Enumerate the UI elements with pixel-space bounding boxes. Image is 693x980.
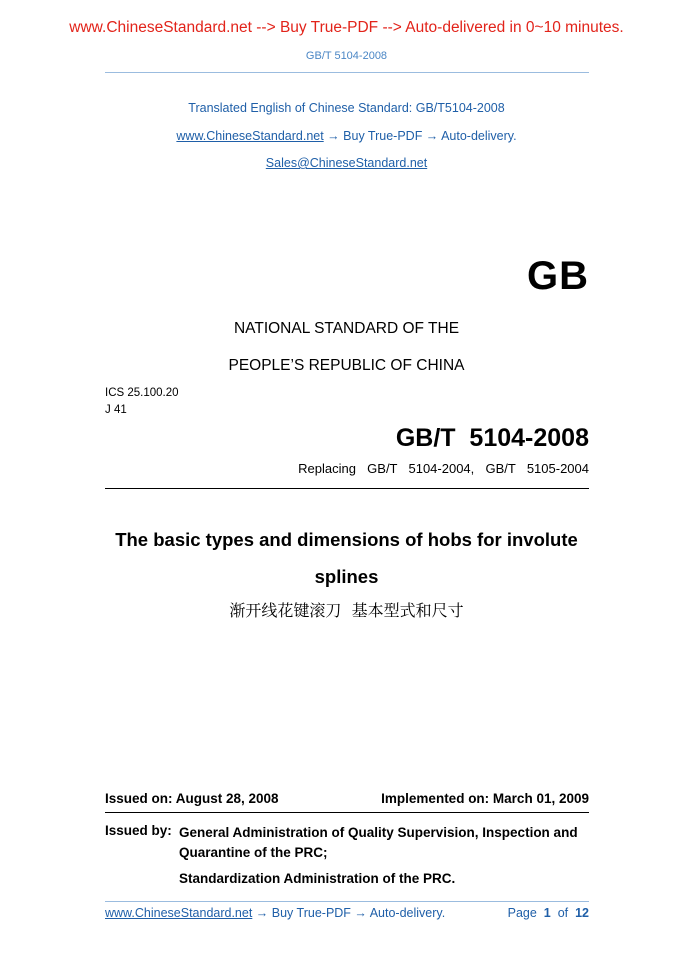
footer-purchase-text: → Buy True-PDF → Auto-delivery. xyxy=(252,906,446,920)
site-link[interactable]: www.ChineseStandard.net xyxy=(176,129,324,143)
footer-divider xyxy=(105,901,589,902)
implemented-date: Implemented on: March 01, 2009 xyxy=(381,791,589,806)
footer-site-link[interactable]: www.ChineseStandard.net xyxy=(105,906,253,920)
footer-purchase-line xyxy=(105,906,445,920)
page-indicator xyxy=(508,906,589,920)
page-label: Page xyxy=(507,906,537,920)
purchase-line xyxy=(0,129,693,143)
standard-number: GB/T 5104-2008 xyxy=(395,424,589,452)
national-standard-line1: NATIONAL STANDARD OF THE xyxy=(233,320,460,337)
replacing-note: Replacing GB/T 5104-2004, GB/T 5105-2004 xyxy=(298,461,589,476)
title-divider xyxy=(105,488,589,489)
ics-code: ICS 25.100.20 xyxy=(105,387,179,399)
purchase-text: → Buy True-PDF → Auto-delivery. xyxy=(323,129,517,143)
date-divider xyxy=(105,812,589,813)
email-link[interactable]: Sales@ChineseStandard.net xyxy=(265,156,428,170)
national-standard-line2: PEOPLE’S REPUBLIC OF CHINA xyxy=(228,357,465,374)
issued-by-authority-1: General Administration of Quality Supervision, Inspection and Quarantine of the PRC; xyxy=(179,825,578,860)
top-banner[interactable]: www.ChineseStandard.net --> Buy True-PDF --> Auto-delivered in 0~10 minutes. xyxy=(69,19,624,36)
page-total: 12 xyxy=(575,906,589,920)
email-line xyxy=(0,156,693,170)
header-divider xyxy=(105,72,589,73)
issued-date: Issued on: August 28, 2008 xyxy=(105,791,279,806)
ccs-code: J 41 xyxy=(105,404,127,416)
of-label: of xyxy=(557,906,569,920)
title-line2: splines xyxy=(314,566,379,587)
issued-by-authority-2: Standardization Administration of the PRC. xyxy=(179,871,456,886)
page-current: 1 xyxy=(543,906,551,920)
issued-by-label: Issued by: xyxy=(105,823,172,838)
translation-note: Translated English of Chinese Standard: GB/T5104-2008 xyxy=(188,101,505,115)
title-line1: The basic types and dimensions of hobs for involute xyxy=(115,529,578,550)
chinese-title: 渐开线花键滚刀 基本型式和尺寸 xyxy=(229,601,464,620)
header-standard-code: GB/T 5104-2008 xyxy=(305,50,388,62)
gb-mark: GB xyxy=(527,254,589,298)
